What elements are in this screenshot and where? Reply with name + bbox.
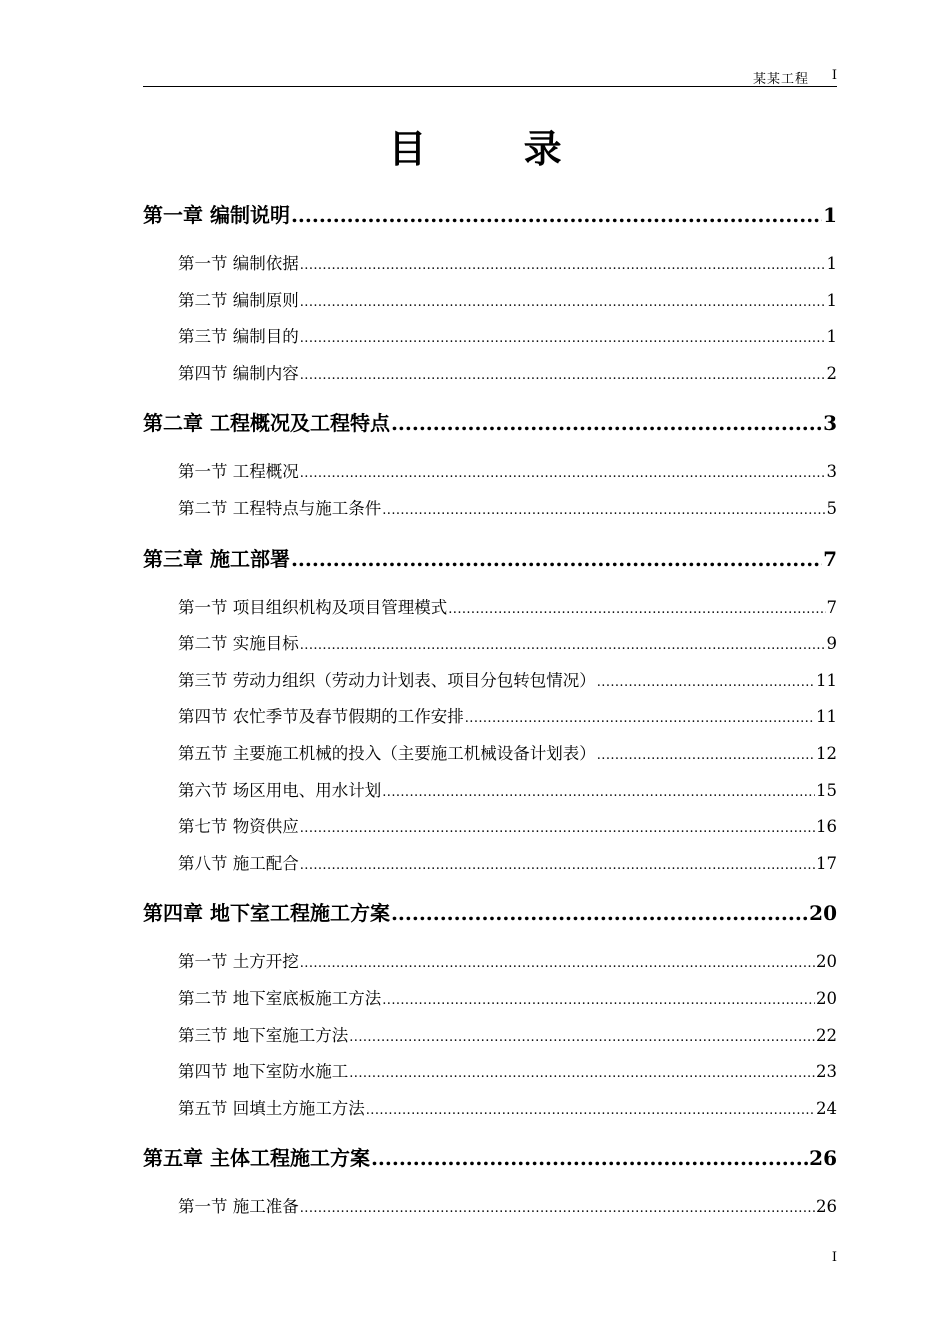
toc-section-entry[interactable] xyxy=(143,809,837,846)
toc-section-entry[interactable] xyxy=(143,663,837,700)
header-project-name: 某某工程 xyxy=(752,72,809,87)
toc-dot-leader xyxy=(371,1139,808,1177)
toc-section-entry[interactable] xyxy=(143,319,837,356)
toc-section-page: 23 xyxy=(816,1062,837,1082)
toc-chapter-title: 第五章 主体工程施工方案 xyxy=(143,1146,370,1171)
toc-section-page: 20 xyxy=(816,988,837,1008)
toc-section-title: 第三节 劳动力组织（劳动力计划表、项目分包转包情况） xyxy=(178,670,596,690)
toc-section-title: 第一节 工程概况 xyxy=(178,462,299,482)
toc-section-page: 17 xyxy=(816,853,837,873)
toc-chapter-page: 26 xyxy=(809,1146,837,1171)
toc-section-page: 2 xyxy=(826,363,837,383)
toc-section-entry[interactable] xyxy=(143,1018,837,1055)
toc-section-page: 1 xyxy=(826,254,837,273)
toc-chapter-entry[interactable] xyxy=(143,404,837,454)
toc-section-title: 第二节 地下室底板施工方法 xyxy=(178,988,382,1008)
toc-chapter-page: 1 xyxy=(823,203,837,227)
page-header xyxy=(143,62,837,87)
toc-dot-leader xyxy=(382,983,815,1020)
toc-section-title: 第五节 回填土方施工方法 xyxy=(178,1098,365,1118)
toc-section-title: 第五节 主要施工机械的投入（主要施工机械设备计划表） xyxy=(178,743,596,763)
toc-section-entry[interactable] xyxy=(143,1189,837,1226)
toc-chapter-page: 3 xyxy=(823,411,837,436)
toc-section-entry[interactable] xyxy=(143,454,837,491)
toc-chapter-page: 20 xyxy=(809,901,837,926)
toc-dot-leader xyxy=(291,196,822,234)
toc-section-title: 第二节 实施目标 xyxy=(178,634,299,654)
table-of-contents xyxy=(143,196,837,1226)
toc-chapter-title: 第四章 地下室工程施工方案 xyxy=(143,901,390,926)
toc-dot-leader xyxy=(300,358,826,395)
toc-section-title: 第二节 工程特点与施工条件 xyxy=(178,498,382,518)
toc-dot-leader xyxy=(465,701,815,738)
toc-section-entry[interactable] xyxy=(143,981,837,1018)
toc-dot-leader xyxy=(597,738,815,775)
toc-section-title: 第二节 编制原则 xyxy=(178,290,299,310)
toc-section-title: 第一节 施工准备 xyxy=(178,1197,299,1217)
toc-section-title: 第一节 编制依据 xyxy=(178,254,299,273)
header-page-number: I xyxy=(831,68,837,83)
toc-chapter-entry[interactable] xyxy=(143,196,837,246)
toc-section-page: 16 xyxy=(816,817,837,837)
toc-dot-leader xyxy=(300,848,815,885)
toc-section-title: 第三节 地下室施工方法 xyxy=(178,1025,349,1045)
toc-chapter-page: 7 xyxy=(823,546,837,571)
toc-section-title: 第四节 编制内容 xyxy=(178,363,299,383)
toc-section-page: 1 xyxy=(826,327,837,347)
toc-section-entry[interactable] xyxy=(143,283,837,320)
toc-section-entry[interactable] xyxy=(143,773,837,810)
toc-section-entry[interactable] xyxy=(143,246,837,283)
toc-section-title: 第四节 地下室防水施工 xyxy=(178,1062,349,1082)
toc-section-entry[interactable] xyxy=(143,626,837,663)
toc-dot-leader xyxy=(300,248,826,285)
toc-dot-leader xyxy=(349,1056,815,1093)
toc-chapter-title: 第三章 施工部署 xyxy=(143,546,290,571)
toc-section-entry[interactable] xyxy=(143,1091,837,1128)
toc-section-page: 24 xyxy=(816,1098,837,1118)
toc-dot-leader xyxy=(300,628,826,665)
toc-section-title: 第一节 项目组织机构及项目管理模式 xyxy=(178,597,448,617)
toc-dot-leader xyxy=(300,321,826,358)
toc-section-entry[interactable] xyxy=(143,944,837,981)
toc-dot-leader xyxy=(391,894,808,932)
toc-dot-leader xyxy=(597,665,815,702)
toc-section-entry[interactable] xyxy=(143,699,837,736)
toc-section-page: 11 xyxy=(816,707,837,727)
toc-section-title: 第七节 物资供应 xyxy=(178,817,299,837)
toc-section-page: 1 xyxy=(826,290,837,310)
toc-section-entry[interactable] xyxy=(143,356,837,393)
toc-section-title: 第八节 施工配合 xyxy=(178,853,299,873)
toc-dot-leader xyxy=(291,540,822,578)
toc-section-page: 26 xyxy=(816,1197,837,1217)
toc-section-entry[interactable] xyxy=(143,736,837,773)
toc-section-page: 3 xyxy=(826,462,837,482)
toc-dot-leader xyxy=(349,1020,815,1057)
toc-chapter-entry[interactable] xyxy=(143,894,837,944)
footer-page-number: I xyxy=(831,1250,837,1265)
page-title: 目 录 xyxy=(388,127,604,171)
toc-section-page: 22 xyxy=(816,1025,837,1045)
toc-section-page: 15 xyxy=(816,780,837,800)
toc-dot-leader xyxy=(391,404,822,442)
toc-section-page: 11 xyxy=(816,670,837,690)
toc-section-entry[interactable] xyxy=(143,491,837,528)
toc-section-page: 9 xyxy=(826,634,837,654)
toc-section-page: 20 xyxy=(816,952,837,972)
toc-dot-leader xyxy=(300,1191,815,1228)
toc-section-entry[interactable] xyxy=(143,846,837,883)
toc-section-title: 第三节 编制目的 xyxy=(178,327,299,347)
toc-section-page: 5 xyxy=(826,498,837,518)
toc-section-title: 第四节 农忙季节及春节假期的工作安排 xyxy=(178,707,464,727)
toc-dot-leader xyxy=(366,1093,815,1130)
toc-section-page: 12 xyxy=(816,743,837,763)
toc-dot-leader xyxy=(300,285,826,322)
toc-dot-leader xyxy=(448,592,825,629)
toc-chapter-title: 第二章 工程概况及工程特点 xyxy=(143,411,390,436)
toc-chapter-entry[interactable] xyxy=(143,1139,837,1189)
toc-section-entry[interactable] xyxy=(143,1054,837,1091)
toc-dot-leader xyxy=(300,811,815,848)
toc-section-title: 第六节 场区用电、用水计划 xyxy=(178,780,382,800)
toc-dot-leader xyxy=(300,456,826,493)
toc-dot-leader xyxy=(382,493,825,530)
toc-dot-leader xyxy=(382,775,815,812)
toc-section-entry[interactable] xyxy=(143,590,837,627)
toc-chapter-title: 第一章 编制说明 xyxy=(143,203,290,227)
toc-section-title: 第一节 土方开挖 xyxy=(178,952,299,972)
toc-section-page: 7 xyxy=(826,597,837,617)
toc-chapter-entry[interactable] xyxy=(143,540,837,590)
toc-dot-leader xyxy=(300,946,815,983)
